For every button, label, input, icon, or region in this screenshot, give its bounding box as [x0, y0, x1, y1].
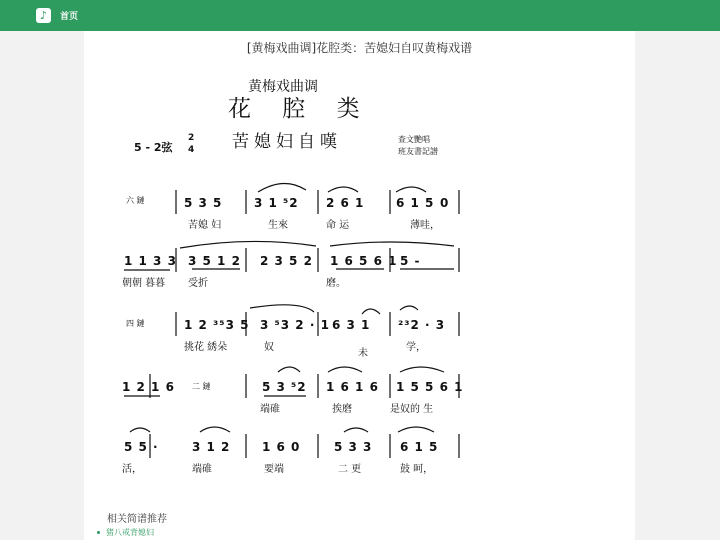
- credit-singer: 查文艷唱: [398, 135, 430, 144]
- bullet-icon: [97, 531, 100, 534]
- lyric: 挑花 綉朵: [184, 342, 228, 353]
- note-group: 5 -: [400, 254, 421, 268]
- lyric: 生來: [268, 220, 288, 231]
- lyric: 受折: [188, 278, 208, 289]
- lyric: 二 更: [338, 464, 362, 475]
- note-group: 5 3 3: [334, 440, 373, 454]
- note-group: 3 1 ⁵2: [254, 196, 299, 210]
- note-group: 1 6 0: [262, 440, 301, 454]
- note-group: 1 2 1 6: [122, 380, 175, 394]
- page-title: [黄梅戏曲调]花腔类：苦媳妇自叹黄梅戏谱: [246, 41, 473, 55]
- lyric: 未: [358, 348, 368, 359]
- note-group: ²³2 · 3: [398, 318, 446, 332]
- sheet-music-image: [100, 66, 480, 506]
- row-tag: 六 鏈: [126, 196, 145, 205]
- home-link[interactable]: 首页: [60, 12, 79, 22]
- lyric: 奴: [264, 342, 274, 353]
- score-category: 花 腔 类: [228, 96, 372, 122]
- lyric: 要端: [264, 464, 284, 475]
- note-group: 6 1 5: [396, 196, 435, 210]
- related-list-item: [97, 527, 154, 538]
- note-group: 5 3 5: [184, 196, 223, 210]
- score-key: 5 - 2弦: [134, 141, 173, 154]
- top-nav-bar: [0, 0, 720, 31]
- note-group: 1 2 ³⁵3 5: [184, 318, 250, 332]
- note-group: 5 5 ·: [124, 440, 159, 454]
- lyric: 苦媳 妇: [188, 220, 222, 231]
- lyric: 端碓: [192, 464, 212, 475]
- note-group: 3 5 1 2: [188, 254, 241, 268]
- note-group: 3 1 2: [192, 440, 231, 454]
- lyric: 挨磨: [332, 404, 352, 415]
- note-group: 1 6 1 6: [326, 380, 379, 394]
- lyric: 朝朝 暮暮: [122, 278, 166, 289]
- note-group: 6 1 5: [400, 440, 439, 454]
- lyric: 是奴的 生: [390, 404, 434, 415]
- score-song-title: 苦媳妇自嘆: [232, 132, 342, 152]
- related-link[interactable]: 猪八戒背媳妇: [106, 528, 154, 537]
- lyric: 鼓 呵，: [400, 464, 434, 475]
- note-group: 1 6 5 6 1: [330, 254, 398, 268]
- time-sig-bottom: 4: [188, 145, 195, 155]
- credit-notation: 班友書記譜: [398, 147, 438, 156]
- lyric: 学，: [406, 342, 426, 353]
- note-group: 5 3 ⁵2: [262, 380, 307, 394]
- lyric: 薄哇，: [410, 220, 440, 231]
- note-group: 2 6 1: [326, 196, 365, 210]
- note-group: 3 ⁵3 2 · 1: [260, 318, 330, 332]
- time-sig-top: 2: [188, 133, 195, 143]
- note-group: 1 5 5 6 1: [396, 380, 464, 394]
- note-group: 0: [440, 196, 450, 210]
- note-group: 2 3 5 2: [260, 254, 313, 268]
- note-group: 1 1 3 3: [124, 254, 177, 268]
- lyric: 命 运: [326, 220, 350, 231]
- note-group: 6 3 1: [332, 318, 371, 332]
- lyric: 磨。: [326, 278, 346, 289]
- score-genre: 黄梅戏曲调: [248, 79, 318, 95]
- lyric: 活，: [122, 464, 142, 475]
- row-tag: 二 鏈: [192, 382, 211, 391]
- music-note-icon[interactable]: ♪: [36, 8, 51, 23]
- related-heading: 相关简谱推荐: [107, 514, 167, 525]
- row-tag: 四 鏈: [126, 319, 145, 328]
- lyric: 端碓: [260, 404, 280, 415]
